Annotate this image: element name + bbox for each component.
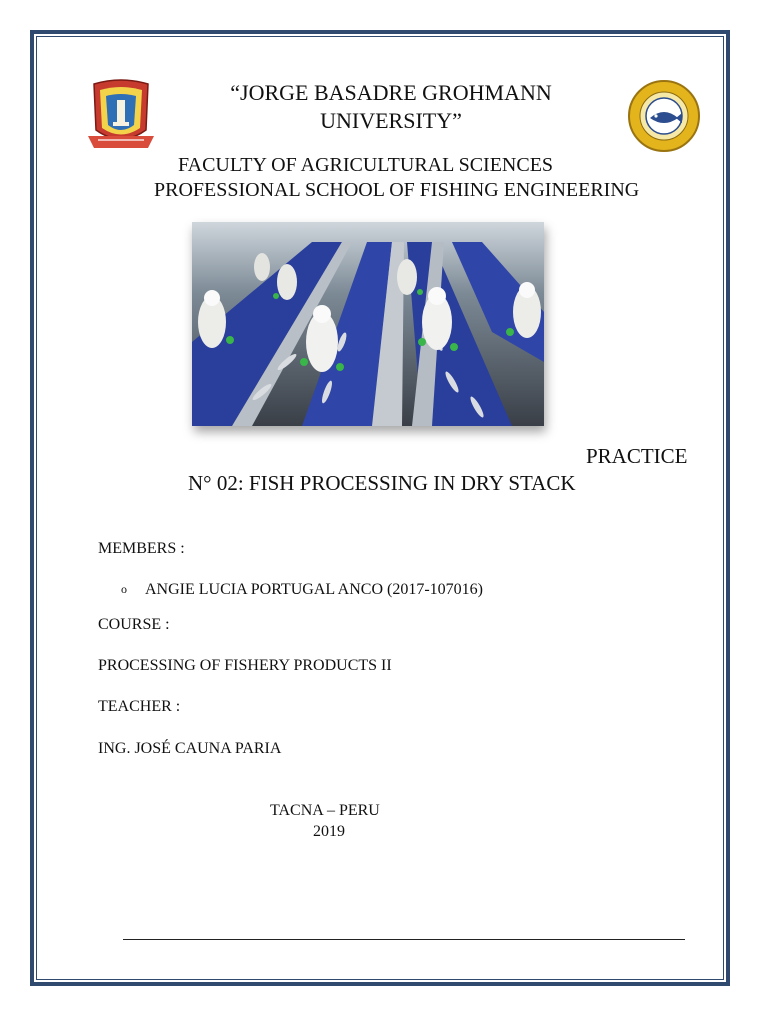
list-bullet-icon: o <box>121 582 127 596</box>
member-item: ANGIE LUCIA PORTUGAL ANCO (2017-107016) <box>145 581 483 598</box>
teacher-value: ING. JOSÉ CAUNA PARIA <box>98 740 282 757</box>
course-label: COURSE : <box>98 616 170 633</box>
fish-processing-photo <box>192 222 544 426</box>
course-value: PROCESSING OF FISHERY PRODUCTS II <box>98 657 392 674</box>
faculty-name: FACULTY OF AGRICULTURAL SCIENCES <box>178 154 554 176</box>
teacher-label: TEACHER : <box>98 698 181 715</box>
university-title-line2: UNIVERSITY” <box>320 108 462 133</box>
practice-title-line2: N° 02: FISH PROCESSING IN DRY STACK <box>188 471 576 495</box>
school-name: PROFESSIONAL SCHOOL OF FISHING ENGINEERING <box>154 179 640 201</box>
members-label: MEMBERS : <box>98 540 185 557</box>
year: 2019 <box>313 823 345 840</box>
practice-title-line1: PRACTICE <box>586 444 688 468</box>
signature-line <box>123 939 685 940</box>
city: TACNA – PERU <box>270 802 380 819</box>
university-title-line1: “JORGE BASADRE GROHMANN <box>230 80 552 105</box>
